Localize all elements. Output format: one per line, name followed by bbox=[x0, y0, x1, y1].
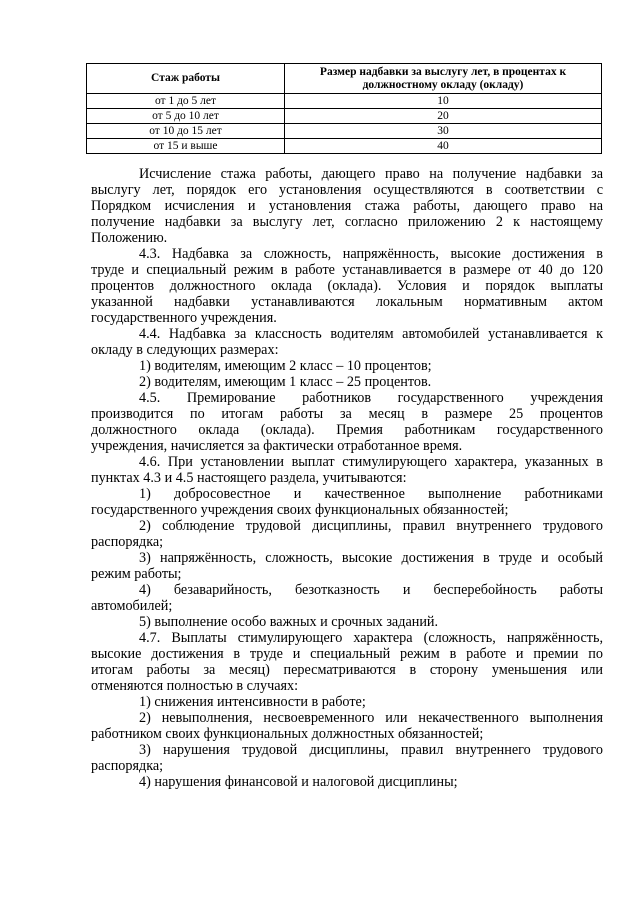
list-item: 2) соблюдение трудовой дисциплины, правил внутреннего трудового bbox=[139, 518, 603, 534]
list-item: 1) водителям, имеющим 2 класс – 10 процентов; bbox=[139, 358, 432, 374]
text-line: 4.6. При установлении выплат стимулирующего характера, указанных в bbox=[139, 454, 603, 470]
text-line: окладу в следующих размерах: bbox=[91, 342, 279, 358]
text-line: работником своих функциональных должностных обязанностей; bbox=[91, 726, 484, 742]
table-row bbox=[87, 124, 602, 139]
table-row bbox=[87, 94, 602, 109]
table-row bbox=[87, 139, 602, 154]
table-row bbox=[87, 109, 602, 124]
text-line: распорядка; bbox=[91, 534, 164, 550]
table-cell-experience: от 5 до 10 лет bbox=[87, 109, 285, 124]
text-line: получение надбавки за выслугу лет, согласно приложению 2 к настоящему bbox=[91, 214, 603, 230]
text-line: итогам работы за месяц) пересматриваются в сторону уменьшения или bbox=[91, 662, 603, 678]
seniority-bonus-table bbox=[86, 63, 602, 154]
text-line: учреждения, начисляется за фактически отработанное время. bbox=[91, 438, 463, 454]
table-header-row bbox=[87, 64, 602, 94]
list-item: 3) нарушения трудовой дисциплины, правил внутреннего трудового bbox=[139, 742, 603, 758]
list-item: 3) напряжённость, сложность, высокие достижения в труде и особый bbox=[139, 550, 603, 566]
table-cell-percent: 20 bbox=[285, 109, 602, 124]
text-line: автомобилей; bbox=[91, 598, 173, 614]
text-line: Порядком исчисления и установления стажа работы, дающего право на bbox=[91, 198, 603, 214]
text-line: распорядка; bbox=[91, 758, 164, 774]
text-line: процентов должностного оклада (оклада). Условия и порядок выплаты bbox=[91, 278, 603, 294]
list-item: 4) безаварийность, безотказность и бесперебойность работы bbox=[139, 582, 603, 598]
table-cell-percent: 30 bbox=[285, 124, 602, 139]
text-line: 4.7. Выплаты стимулирующего характера (сложность, напряжённость, bbox=[139, 630, 603, 646]
text-line: должностного оклада (оклада). Премия работникам государственного bbox=[91, 422, 603, 438]
text-line: 4.3. Надбавка за сложность, напряжённость, высокие достижения в bbox=[139, 246, 603, 262]
text-line: Исчисление стажа работы, дающего право на получение надбавки за bbox=[139, 166, 603, 182]
text-line: производится по итогам работы за месяц в размере 25 процентов bbox=[91, 406, 603, 422]
table-cell-experience: от 10 до 15 лет bbox=[87, 124, 285, 139]
text-line: государственного учреждения. bbox=[91, 310, 277, 326]
table-cell-percent: 10 bbox=[285, 94, 602, 109]
text-line: Положению. bbox=[91, 230, 168, 246]
text-line: 4.4. Надбавка за классность водителям автомобилей устанавливается к bbox=[139, 326, 603, 342]
text-line: высокие достижения в труде и специальный режим в работе и премии по bbox=[91, 646, 603, 662]
list-item: 1) добросовестное и качественное выполнение работниками bbox=[139, 486, 603, 502]
text-line: 4.5. Премирование работников государственного учреждения bbox=[139, 390, 603, 406]
text-line: государственного учреждения своих функциональных обязанностей; bbox=[91, 502, 509, 518]
text-line: выслугу лет, порядок его установления осуществляются в соответствии с bbox=[91, 182, 603, 198]
document-body bbox=[91, 166, 603, 790]
table-header-experience: Стаж работы bbox=[87, 64, 285, 94]
table-cell-experience: от 1 до 5 лет bbox=[87, 94, 285, 109]
text-line: указанной надбавки устанавливаются локальным нормативным актом bbox=[91, 294, 603, 310]
list-item: 4) нарушения финансовой и налоговой дисциплины; bbox=[139, 774, 458, 790]
table-cell-experience: от 15 и выше bbox=[87, 139, 285, 154]
text-line: отменяются полностью в случаях: bbox=[91, 678, 299, 694]
list-item: 2) водителям, имеющим 1 класс – 25 процентов. bbox=[139, 374, 432, 390]
list-item: 1) снижения интенсивности в работе; bbox=[139, 694, 366, 710]
text-line: труде и специальный режим в работе устанавливается в размере от 40 до 120 bbox=[91, 262, 603, 278]
text-line: режим работы; bbox=[91, 566, 182, 582]
table-cell-percent: 40 bbox=[285, 139, 602, 154]
text-line: пунктах 4.3 и 4.5 настоящего раздела, учитываются: bbox=[91, 470, 407, 486]
list-item: 2) невыполнения, несвоевременного или некачественного выполнения bbox=[139, 710, 603, 726]
table-header-bonus-size: Размер надбавки за выслугу лет, в процентах к должностному окладу (окладу) bbox=[285, 64, 602, 94]
list-item: 5) выполнение особо важных и срочных заданий. bbox=[139, 614, 439, 630]
